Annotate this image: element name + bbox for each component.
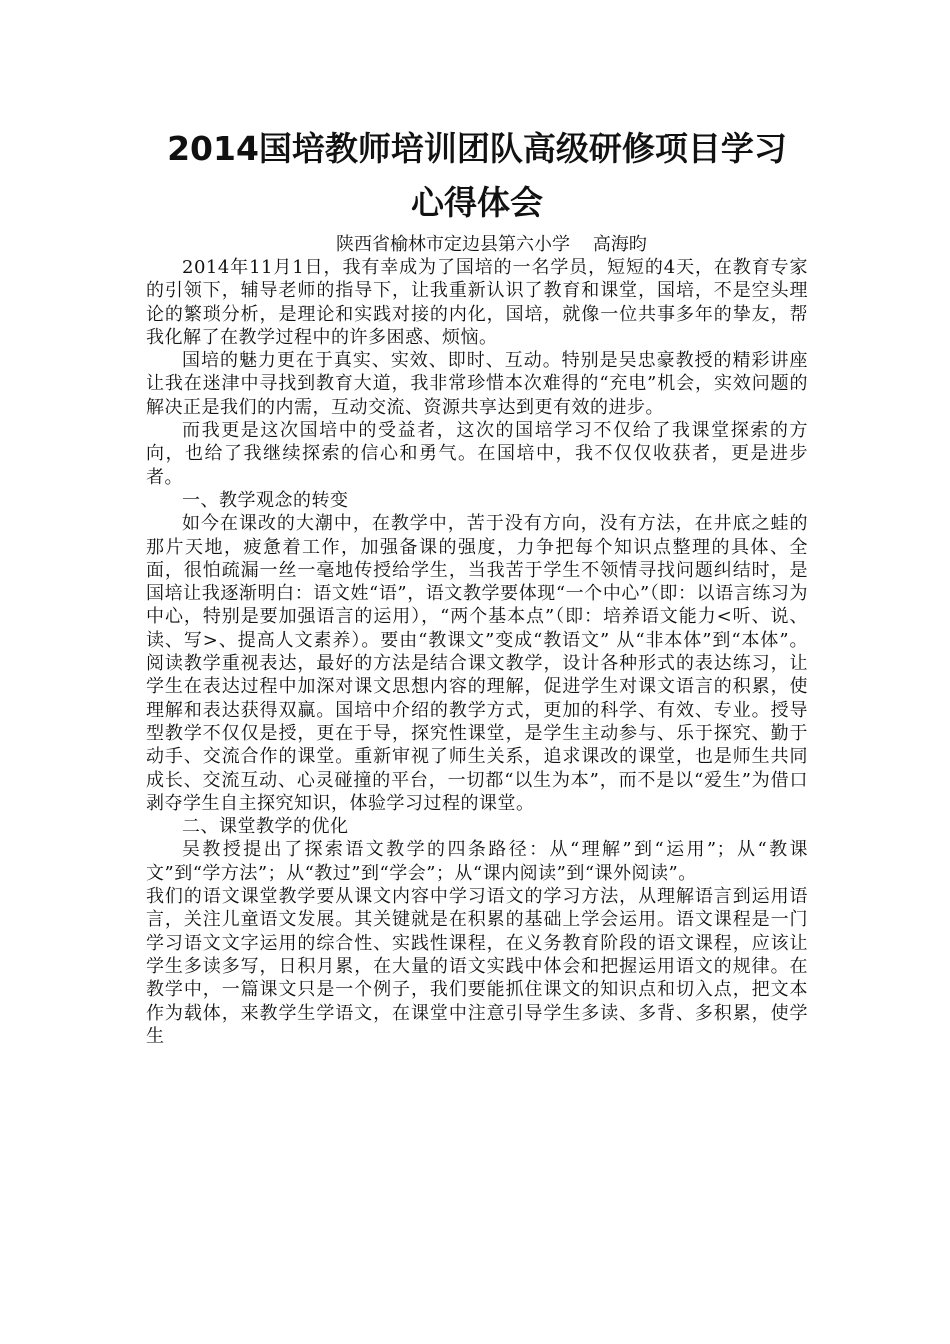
paragraph: 吴教授提出了探索语文教学的四条路径：从“理解”到“运用”；从“教课文”到“学方法”；从“教过”到“学会”；从“课内阅读”到“课外阅读”。 (146, 839, 808, 884)
title-line-1: 2014国培教师培训团队高级研修项目学习 (167, 129, 787, 168)
paragraph: 2014年11月1日，我有幸成为了国培的一名学员，短短的4天，在教育专家的引领下，辅导老师的指导下，让我重新认识了教育和课堂，国培，不是空头理论的繁琐分析，是理论和实践对接的内化，国培，就像一位共事多年的挚友，帮我化解了在教学过程中的许多困惑、烦恼。 (146, 257, 808, 348)
paragraph: 国培的魅力更在于真实、实效、即时、互动。特别是吴忠豪教授的精彩讲座让我在迷津中寻找到教育大道，我非常珍惜本次难得的“充电”机会，实效问题的解决正是我们的内需，互动交流、资源共享达到更有效的进步。 (146, 350, 808, 418)
document-body (146, 256, 808, 1048)
section-heading: 二、课堂教学的优化 (182, 816, 349, 838)
document-page (146, 122, 808, 1048)
paragraph: 如今在课改的大潮中，在教学中，苦于没有方向，没有方法，在井底之蛙的那片天地，疲惫着工作，加强备课的强度，力争把每个知识点整理的具体、全面，很怕疏漏一丝一毫地传授给学生，当我苦于学生不领情寻找问题纠结时，是国培让我逐渐明白：语文姓“语”，语文教学要体现“一个中心”（即：以语言练习为中心，特别是要加强语言的运用），“两个基本点”（即：培养语文能力<听、说、读、写>、提高人文素养）。要由“教课文”变成“教语文” 从“非本体”到“本体”。阅读教学重视表达，最好的方法是结合课文教学，设计各种形式的表达练习，让学生在表达过程中加深对课文思想内容的理解，促进学生对课文语言的积累，使理解和表达获得双赢。国培中介绍的教学方式，更加的科学、有效、专业。授导型教学不仅仅是授，更在于导，探究性课堂，是学生主动参与、乐于探究、勤于动手、交流合作的课堂。重新审视了师生关系，追求课改的课堂，也是师生共同成长、交流互动、心灵碰撞的平台，一切都“以生为本”，而不是以“爱生”为借口剥夺学生自主探究知识，体验学习过程的课堂。 (146, 513, 808, 814)
title-line-2: 心得体会 (411, 183, 543, 222)
paragraph: 我们的语文课堂教学要从课文内容中学习语文的学习方法，从理解语言到运用语言，关注儿童语文发展。其关键就是在积累的基础上学会运用。语文课程是一门学习语文文字运用的综合性、实践性课程，在义务教育阶段的语文课程，应该让学生多读多写，日积月累，在大量的语文实践中体会和把握运用语文的规律。在教学中，一篇课文只是一个例子，我们要能抓住课文的知识点和切入点，把文本作为载体，来教学生学语文，在课堂中注意引导学生多读、多背、多积累，使学生 (146, 886, 808, 1047)
document-title (146, 122, 808, 230)
section-heading: 一、教学观念的转变 (182, 489, 349, 511)
paragraph: 而我更是这次国培中的受益者，这次的国培学习不仅给了我课堂探索的方向，也给了我继续探索的信心和勇气。在国培中，我不仅仅收获者，更是进步者。 (146, 420, 808, 488)
author-line: 陕西省榆林市定边县第六小学 高海昀 (336, 234, 647, 255)
